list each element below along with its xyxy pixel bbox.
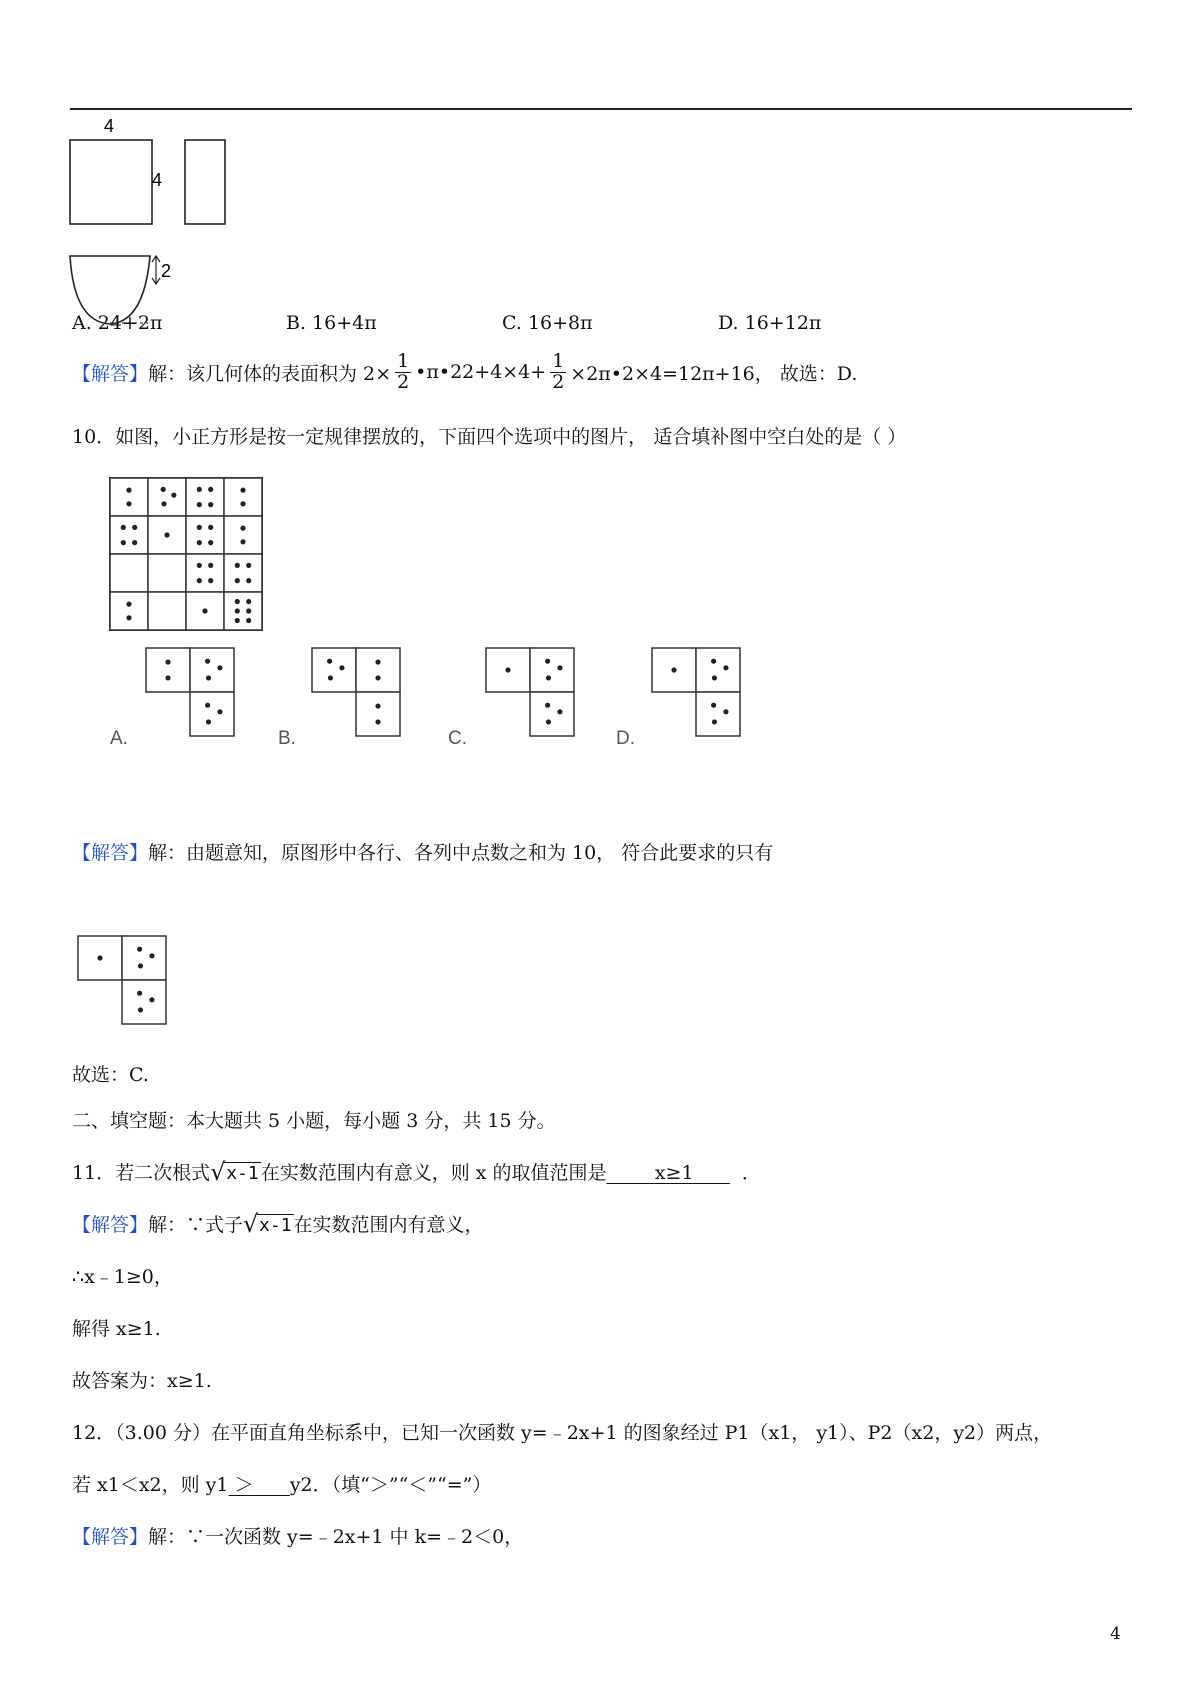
dot — [240, 501, 245, 506]
page-number: 4 — [1110, 1624, 1121, 1644]
dot — [375, 703, 380, 708]
grid-cell — [110, 592, 148, 630]
dot — [202, 608, 207, 613]
dot — [217, 665, 222, 670]
dot — [138, 963, 143, 968]
option-cell — [696, 692, 740, 736]
dot — [132, 525, 137, 530]
dot — [171, 493, 176, 498]
depth-label: 2 — [161, 261, 172, 281]
dot — [126, 488, 131, 493]
dot — [137, 991, 142, 996]
solution-tag: 【解答】 — [72, 362, 149, 385]
option-cell — [312, 648, 356, 692]
dot — [235, 599, 240, 604]
q9-solution: 【解答】 解：该几何体的表面积为 2× $\frac{1}{2}$ •π•22+4×4+ $\frac{1}{2}$ ×2π•2×4=12π+16， 故选：D. — [72, 350, 858, 393]
answer-blank: ＞ — [234, 1474, 254, 1496]
dot — [205, 703, 210, 708]
dot — [327, 659, 332, 664]
dot — [375, 659, 380, 664]
dot — [240, 488, 245, 493]
fraction-half: $\frac{1}{2}$ — [397, 350, 410, 393]
dot — [235, 563, 240, 568]
dot — [246, 563, 251, 568]
dot — [339, 665, 344, 670]
radical-expression: √ x-1 — [210, 1158, 259, 1186]
grid-cell — [186, 516, 224, 554]
dot — [137, 947, 142, 952]
top-width-label: 4 — [104, 116, 115, 136]
dot — [217, 709, 222, 714]
option-c-figure — [484, 646, 584, 742]
dot — [557, 709, 562, 714]
grid-cell — [224, 478, 262, 516]
option-c: C. 16+8π — [502, 312, 593, 334]
grid-cell — [224, 554, 262, 592]
q11-final: 故答案为：x≥1. — [72, 1370, 212, 1392]
option-cell — [696, 648, 740, 692]
dot — [208, 525, 213, 530]
option-d: D. 16+12π — [718, 312, 822, 334]
option-label-b: B. — [278, 728, 296, 749]
option-b-figure — [310, 646, 410, 742]
grid-cell — [186, 478, 224, 516]
dot — [545, 703, 550, 708]
dot — [197, 578, 202, 583]
dot — [149, 997, 154, 1002]
dot — [505, 667, 510, 672]
side-view-figure — [150, 112, 260, 344]
q11-step1: ∴x﹣1≥0， — [72, 1266, 173, 1288]
option-d-figure — [650, 646, 750, 742]
answer-blank: x≥1 — [654, 1162, 694, 1184]
option-cell — [122, 980, 166, 1024]
dot — [557, 665, 562, 670]
dot — [246, 618, 251, 623]
q10-conclusion: 故选：C. — [72, 1064, 149, 1086]
dot — [208, 502, 213, 507]
dot — [208, 563, 213, 568]
dot — [235, 608, 240, 613]
dot — [197, 525, 202, 530]
dot — [246, 578, 251, 583]
dot — [375, 675, 380, 680]
q11-step2: 解得 x≥1. — [72, 1318, 161, 1340]
dot — [149, 953, 154, 958]
dot — [712, 719, 717, 724]
grid-cell — [110, 516, 148, 554]
dot — [246, 599, 251, 604]
dot — [197, 487, 202, 492]
grid-cell — [148, 478, 186, 516]
dot — [723, 665, 728, 670]
q12-line2: 若 x1＜x2，则 y1 ＞ y2．（填“＞”“＜”“=”） — [72, 1470, 491, 1497]
dot — [328, 675, 333, 680]
option-b: B. 16+4π — [286, 312, 377, 334]
option-cell — [146, 648, 190, 692]
dot — [546, 675, 551, 680]
dot — [197, 563, 202, 568]
option-cell — [356, 648, 400, 692]
dot — [161, 501, 166, 506]
dot — [126, 615, 131, 620]
dot — [138, 1007, 143, 1012]
header-rule — [70, 108, 1132, 110]
side-view-rectangle — [185, 140, 225, 224]
q11-question: 11．若二次根式 √ x-1 在实数范围内有意义，则 x 的取值范围是 x≥1 ． — [72, 1158, 761, 1186]
option-a-figure — [144, 646, 244, 742]
option-label-a: A. — [110, 728, 128, 749]
dot — [197, 540, 202, 545]
grid-cell — [148, 554, 186, 592]
grid-cell — [110, 478, 148, 516]
grid-cell — [224, 592, 262, 630]
dot — [545, 659, 550, 664]
option-cell — [190, 648, 234, 692]
dot — [97, 955, 102, 960]
q11-solution: 【解答】解：∵式子 √ x-1 在实数范围内有意义， — [72, 1210, 484, 1238]
dot — [546, 719, 551, 724]
dot — [165, 659, 170, 664]
dot — [205, 659, 210, 664]
dot — [161, 487, 166, 492]
grid-cell — [148, 592, 186, 630]
grid-cell — [186, 554, 224, 592]
option-cell — [190, 692, 234, 736]
dot — [723, 709, 728, 714]
q12-solution: 【解答】解：∵一次函数 y=﹣2x+1 中 k=﹣2＜0， — [72, 1526, 524, 1548]
q12-line1: 12．（3.00 分）在平面直角坐标系中，已知一次函数 y=﹣2x+1 的图象经过 P1（x1， y1）、P2（x2，y2）两点， — [72, 1422, 1053, 1444]
option-label-d: D. — [616, 728, 635, 749]
dot — [132, 540, 137, 545]
dot — [165, 675, 170, 680]
dot — [671, 667, 676, 672]
option-a: A. 24+2π — [72, 312, 163, 334]
dot — [206, 675, 211, 680]
option-cell — [356, 692, 400, 736]
dot — [121, 525, 126, 530]
dot — [208, 540, 213, 545]
option-cell — [530, 692, 574, 736]
dot — [711, 703, 716, 708]
dot — [126, 602, 131, 607]
front-view-square — [70, 140, 152, 224]
dot — [246, 608, 251, 613]
dot — [208, 578, 213, 583]
section-heading: 二、填空题：本大题共 5 小题，每小题 3 分，共 15 分。 — [72, 1110, 556, 1132]
dot — [121, 540, 126, 545]
fraction-half: $\frac{1}{2}$ — [552, 350, 565, 393]
q10-question: 10．如图，小正方形是按一定规律摆放的，下面四个选项中的图片， 适合填补图中空白处的是（ ） — [72, 426, 907, 448]
dot — [235, 578, 240, 583]
dot — [208, 487, 213, 492]
q10-solution: 【解答】解：由题意知，原图形中各行、各列中点数之和为 10， 符合此要求的只有 — [72, 842, 774, 864]
answer-figure — [76, 934, 176, 1030]
option-cell — [122, 936, 166, 980]
dot-grid-figure — [108, 476, 268, 636]
dot — [375, 719, 380, 724]
dot — [164, 532, 169, 537]
dot — [712, 675, 717, 680]
grid-cell — [110, 554, 148, 592]
dot — [240, 539, 245, 544]
dot — [240, 526, 245, 531]
dot — [126, 501, 131, 506]
option-cell — [530, 648, 574, 692]
side-height-label: 4 — [152, 170, 163, 190]
dot — [235, 618, 240, 623]
grid-cell — [224, 516, 262, 554]
option-label-c: C. — [448, 728, 467, 749]
dot — [711, 659, 716, 664]
dot — [197, 502, 202, 507]
dot — [206, 719, 211, 724]
